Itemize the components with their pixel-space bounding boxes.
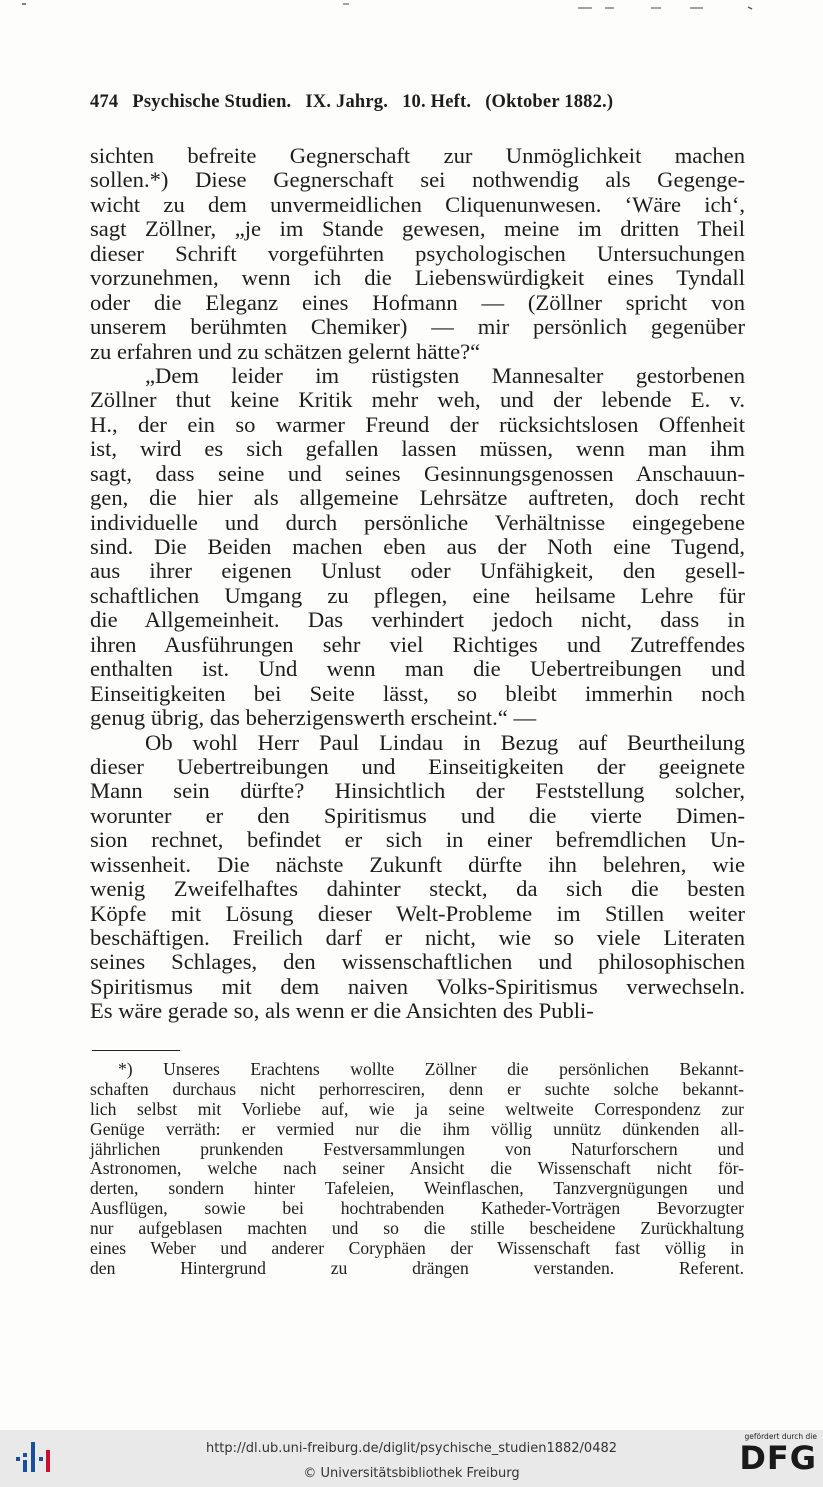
footnote-line: *) Unseres Erachtens wollte Zöllner die persönlichen Bekannt- [118, 1059, 744, 1079]
text-line: worunter er den Spiritismus und die vierte Dimen- [90, 802, 745, 828]
text-line: Köpfe mit Lösung dieser Welt-Probleme im Stillen weiter [90, 900, 745, 926]
text-line: sion rechnet, befindet er sich in einer befremdlichen Un- [90, 827, 745, 853]
dfg-caption: gefördert durch die [744, 1432, 817, 1441]
text-line: gen, die hier als allgemeine Lehrsätze auftreten, doch recht [90, 485, 745, 511]
text-line: sind. Die Beiden machen eben aus der Noth eine Tugend, [90, 534, 745, 559]
text-line: Zöllner thut keine Kritik mehr weh, und der lebende E. v. [90, 387, 745, 413]
footnote-line: schaften durchaus nicht perhorresciren, denn er suchte solche bekannt- [90, 1078, 744, 1099]
text-line: ist, wird es sich gefallen lassen müssen, wenn man ihm [90, 436, 745, 462]
footnote-divider [92, 1050, 180, 1051]
text-line: oder die Eleganz eines Hofmann — (Zöllner spricht von [90, 289, 745, 315]
main-text [90, 144, 745, 1024]
running-header [90, 92, 755, 113]
document-url-link[interactable]: http://dl.ub.uni-freiburg.de/diglit/psychische_studien1882/0482 [205, 1441, 618, 1456]
text-line: Es wäre gerade so, als wenn er die Ansichten des Publi- [90, 998, 594, 1024]
dfg-wordmark: DFG [739, 1439, 817, 1477]
text-line: ihren Ausführungen sehr viel Richtiges und Zutreffendes [90, 631, 745, 657]
text-line: die Allgemeinheit. Das verhindert jedoch nicht, dass in [90, 607, 745, 633]
footnote-line: derten, sondern hinter Tafeleien, Weinflaschen, Tanzvergnügungen und [90, 1178, 744, 1199]
scan-artifacts [0, 0, 823, 30]
journal-title: Psychische Studien. [132, 92, 292, 112]
page-number: 474 [90, 92, 119, 112]
issue-date: (Oktober 1882.) [485, 92, 614, 112]
text-line: aus ihrer eigenen Unlust oder Unfähigkeit, den gesell- [90, 558, 745, 584]
text-line: schaftlichen Umgang zu pflegen, eine heilsame Lehre für [90, 582, 745, 608]
footnote-line: den Hintergrund zu drängen verstanden. Referent. [90, 1257, 744, 1278]
text-line: Ob wohl Herr Paul Lindau in Bezug auf Beurtheilung [145, 729, 745, 755]
footnote-line: jährlichen prunkenden Festversammlungen von Naturforschern und [90, 1138, 744, 1159]
text-line: zu erfahren und zu schätzen gelernt hätte?“ [90, 338, 481, 364]
text-line: wicht zu dem unvermeidlichen Cliquenunwesen. ‘Wäre ich‘, [90, 191, 745, 217]
text-line: dieser Schrift vorgeführten psychologischen Untersuchungen [90, 240, 745, 266]
footnote-line: eines Weber und anderer Coryphäen der Wissenschaft fast völlig in [90, 1238, 744, 1259]
footnote-line: nur aufgeblasen machten und so die stille bescheidene Zurückhaltung [90, 1218, 744, 1239]
issue-label: 10. Heft. [402, 92, 472, 112]
footnote [90, 1060, 744, 1279]
text-line: unserem berühmten Chemiker) — mir persönlich gegenüber [90, 314, 745, 340]
text-line: vorzunehmen, wenn ich die Liebenswürdigkeit eines Tyndall [90, 265, 745, 291]
footnote-line: Astronomen, welche nach seiner Ansicht die Wissenschaft nicht för- [90, 1158, 744, 1179]
footnote-line: lich selbst mit Vorliebe auf, wie ja seine weltweite Correspondenz zur [90, 1098, 744, 1119]
text-line: enthalten ist. Und wenn man die Uebertreibungen und [90, 656, 745, 682]
dfg-logo [723, 1432, 817, 1482]
copyright-notice: © Universitätsbibliothek Freiburg [303, 1466, 520, 1481]
text-line: Einseitigkeiten bei Seite lässt, so bleibt immerhin noch [90, 680, 745, 706]
text-line: dieser Uebertreibungen und Einseitigkeiten der geeignete [90, 753, 745, 779]
footnote-line: Genüge verräth: er vermied nur die ihm völlig unnütz dünkenden all- [90, 1118, 744, 1139]
text-line: sollen.*) Diese Gegnerschaft sei nothwendig als Gegenge- [90, 167, 745, 193]
text-line: individuelle und durch persönliche Verhältnisse eingegebene [90, 509, 745, 535]
text-line: genug übrig, das beherzigenswerth erscheint.“ — [90, 705, 537, 731]
text-line: sichten befreite Gegnerschaft zur Unmöglichkeit machen [90, 143, 745, 168]
text-line: Mann sein dürfte? Hinsichtlich der Feststellung solcher, [90, 778, 745, 804]
text-line: „Dem leider im rüstigsten Mannesalter gestorbenen [145, 362, 745, 388]
text-line: sagt, dass seine und seines Gesinnungsgenossen Anschauun- [90, 460, 745, 486]
text-line: Spiritismus mit dem naiven Volks-Spiritismus verwechseln. [90, 973, 745, 999]
text-line: wenig Zweifelhaftes dahinter steckt, da sich die besten [90, 876, 745, 902]
text-line: seines Schlages, den wissenschaftlichen und philosophischen [90, 949, 745, 975]
text-line: wissenheit. Die nächste Zukunft dürfte ihn belehren, wie [90, 851, 745, 877]
volume-label: IX. Jahrg. [305, 92, 389, 112]
text-line: H., der ein so warmer Freund der rücksichtslosen Offenheit [90, 411, 745, 437]
footnote-line: Ausflügen, sowie bei hochtrabenden Katheder-Vorträgen Bevorzugter [90, 1198, 744, 1219]
text-line: beschäftigen. Freilich darf er nicht, wie so viele Literaten [90, 925, 745, 950]
text-line: sagt Zöllner, „je im Stande gewesen, meine im dritten Theil [90, 216, 745, 242]
